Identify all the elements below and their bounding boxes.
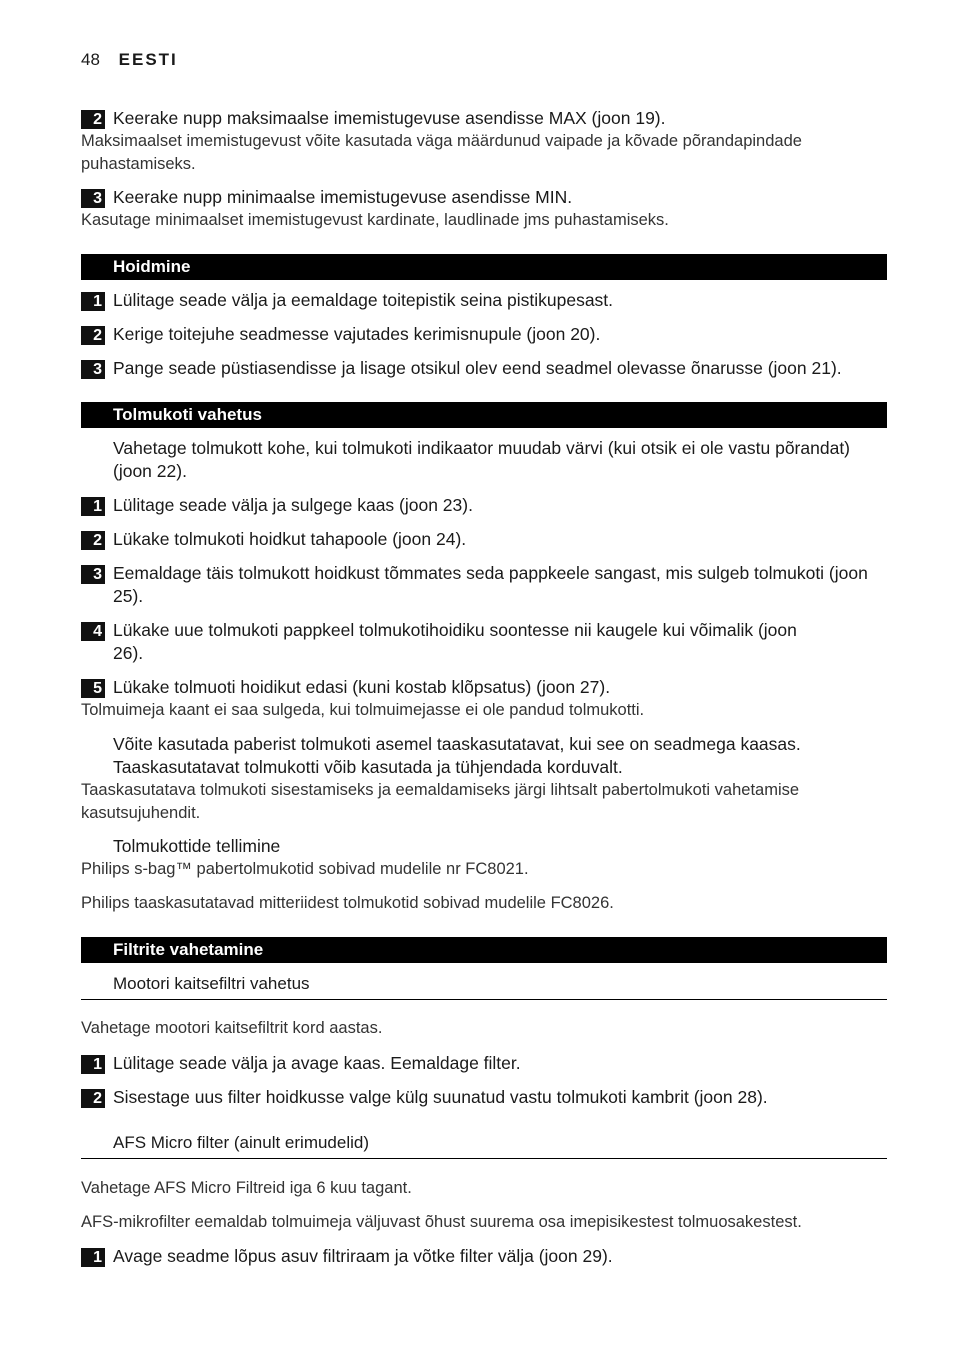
step-text: Kerige toitejuhe seadmesse vajutades kerimisnupule (joon 20). [113,324,601,344]
step-item [81,323,887,346]
step-item [81,186,887,209]
tolmukoti-intro: Vahetage tolmukott kohe, kui tolmukoti indikaator muudab värvi (kui otsik ei ole vastu põrandat) (joon 22). [113,438,851,481]
step-item [81,1052,887,1075]
step-number-badge: 3 [81,360,105,379]
section-heading-hoidmine: Hoidmine [81,254,887,280]
reusable-bag-info [81,733,887,825]
step-note: Maksimaalset imemistugevust võite kasutada väga määrdunud vaipade ja kõvade põrandapindade puhastamiseks. [81,132,802,173]
step-number-badge: 2 [81,110,105,129]
page-number: 48 [81,50,100,69]
step-text: Keerake nupp maksimaalse imemistugevuse asendisse MAX (joon 19). [113,108,666,128]
step-item [81,357,887,380]
afs-filter-note-2: AFS-mikrofilter eemaldab tolmuimeja väljuvast õhust suurema osa imepisikestest tolmuosakestest. [81,1213,802,1231]
afs-filter-note-1: Vahetage AFS Micro Filtreid iga 6 kuu tagant. [81,1179,412,1197]
step-number-badge: 1 [81,497,105,516]
ordering-title: Tolmukottide tellimine [113,836,281,856]
section-heading-tolmukoti: Tolmukoti vahetus [81,402,887,428]
tolmukoti-steps [81,494,887,722]
step-text: Lülitage seade välja ja sulgege kaas (joon 23). [113,495,473,515]
ordering-note-1: Philips s-bag™ pabertolmukotid sobivad mudelile nr FC8021. [81,860,529,878]
step-number-badge: 3 [81,565,105,584]
ordering-info [81,835,887,915]
step-item [81,1245,887,1268]
ordering-note-2: Philips taaskasutatavad mitteriidest tolmukotid sobivad mudelile FC8026. [81,894,614,912]
reusable-bag-text: Võite kasutada paberist tolmukoti asemel taaskasutatavat, kui see on seadmega kaasas. Taaskasutatavat tolmukotti võib kasutada ja tühjendada korduvalt. [113,734,801,777]
step-note: Kasutage minimaalset imemistugevust kardinate, laudlinade jms puhastamiseks. [81,211,669,229]
step-item [81,107,887,130]
step-number-badge: 1 [81,292,105,311]
afs-filter-subheading: AFS Micro filter (ainult erimudelid) [81,1131,887,1159]
step-number-badge: 2 [81,1089,105,1108]
step-number-badge: 3 [81,189,105,208]
hoidmine-steps [81,289,887,380]
step-number-badge: 1 [81,1055,105,1074]
step-number-badge: 4 [81,622,105,641]
step-number-badge: 1 [81,1248,105,1267]
step-item [81,562,887,608]
motor-filter-note: Vahetage mootori kaitsefiltrit kord aastas. [81,1019,383,1037]
step-text: Lülitage seade välja ja avage kaas. Eemaldage filter. [113,1053,521,1073]
step-block [81,107,887,176]
step-text: Lülitage seade välja ja eemaldage toitepistik seina pistikupesast. [113,290,614,310]
page-header [81,50,178,70]
step-text: Pange seade püstiasendisse ja lisage otsikul olev eend seadmel olevasse õnarusse (joon 21). [113,358,842,378]
step-number-badge: 2 [81,326,105,345]
reusable-bag-note: Taaskasutatava tolmukoti sisestamiseks ja eemaldamiseks järgi lihtsalt pabertolmukoti vahetamise kasutsujuhendit. [81,781,800,822]
step-text: Eemaldage täis tolmukott hoidkust tõmmates seda pappkeele sangast, mis sulgeb tolmukoti (joon 25). [113,563,868,606]
step-block [81,186,887,232]
motor-filter-steps [81,1052,887,1109]
step-text: Lükake uue tolmukoti pappkeel tolmukotihoidiku soontesse nii kaugele kui võimalik (joon 26). [113,620,797,663]
step-text: Lükake tolmukoti hoidkut tahapoole (joon 24). [113,529,467,549]
afs-filter-steps [81,1245,887,1268]
step-item [81,619,887,665]
step-item [81,528,887,551]
language-label: EESTI [118,50,178,69]
step-item [81,1086,887,1109]
section-heading-filtrite: Filtrite vahetamine [81,937,887,963]
step-text: Avage seadme lõpus asuv filtriraam ja võtke filter välja (joon 29). [113,1246,613,1266]
step-text: Keerake nupp minimaalse imemistugevuse asendisse MIN. [113,187,573,207]
step-text: Lükake tolmuoti hoidikut edasi (kuni kostab klõpsatus) (joon 27). [113,677,611,697]
step-text: Sisestage uus filter hoidkusse valge külg suunatud vastu tolmukoti kambrit (joon 28). [113,1087,768,1107]
step-number-badge: 2 [81,531,105,550]
motor-filter-subheading: Mootori kaitsefiltri vahetus [81,972,887,1000]
step-item [81,289,887,312]
step-item [81,676,887,699]
step-number-badge: 5 [81,679,105,698]
step-item [81,494,887,517]
step-note: Tolmuimeja kaant ei saa sulgeda, kui tolmuimejasse ei ole pandud tolmukotti. [81,701,645,719]
